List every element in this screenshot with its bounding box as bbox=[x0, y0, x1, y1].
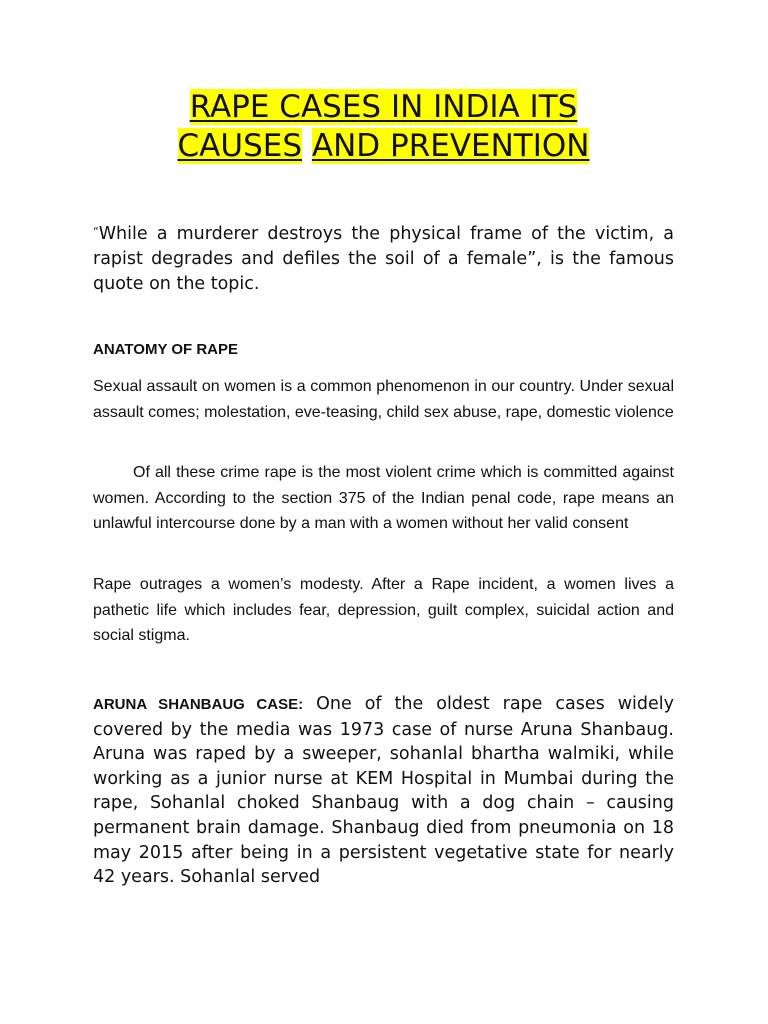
document-title bbox=[93, 88, 674, 166]
title-line-1: RAPE CASES IN INDIA ITS bbox=[189, 89, 578, 125]
title-line-2-part-1: CAUSES bbox=[177, 128, 303, 164]
case-text: One of the oldest rape cases widely covered by the media was 1973 case of nurse Aruna Shanbaug. Aruna was raped by a sweeper, sohanlal bhartha walmiki, while working as a junior nurse at KEM Hospital in Mumbai during the rape, Sohanlal choked Shanbaug with a dog chain – causing permanent brain damage. Shanbaug died from pneumonia on 18 may 2015 after being in a persistent vegetative state for nearly 42 years. Sohanlal served bbox=[93, 694, 674, 888]
quote-open-mark: “ bbox=[93, 225, 99, 238]
section-heading-anatomy: ANATOMY OF RAPE bbox=[93, 341, 239, 358]
case-heading: ARUNA SHANBAUG CASE: bbox=[93, 696, 304, 713]
paragraph-rape-definition: Of all these crime rape is the most violent crime which is committed against women. According to the section 375 of the Indian penal code, rape means an unlawful intercourse done by a man with a women without her valid consent bbox=[93, 464, 674, 532]
opening-quote bbox=[93, 219, 674, 297]
title-line-2-part-2: AND PREVENTION bbox=[311, 128, 590, 164]
quote-text: While a murderer destroys the physical frame of the victim, a rapist degrades and defiles the soil of a female”, is the famous quote on the topic. bbox=[93, 224, 674, 294]
paragraph-rape-outrages: Rape outrages a women’s modesty. After a Rape incident, a women lives a pathetic life which includes fear, depression, guilt complex, suicidal action and social stigma. bbox=[93, 576, 674, 644]
title-gap bbox=[302, 128, 312, 164]
case-paragraph-aruna-shanbaug bbox=[93, 692, 674, 890]
paragraph-sexual-assault: Sexual assault on women is a common phenomenon in our country. Under sexual assault comes; molestation, eve-teasing, child sex abuse, rape, domestic violence bbox=[93, 378, 674, 421]
